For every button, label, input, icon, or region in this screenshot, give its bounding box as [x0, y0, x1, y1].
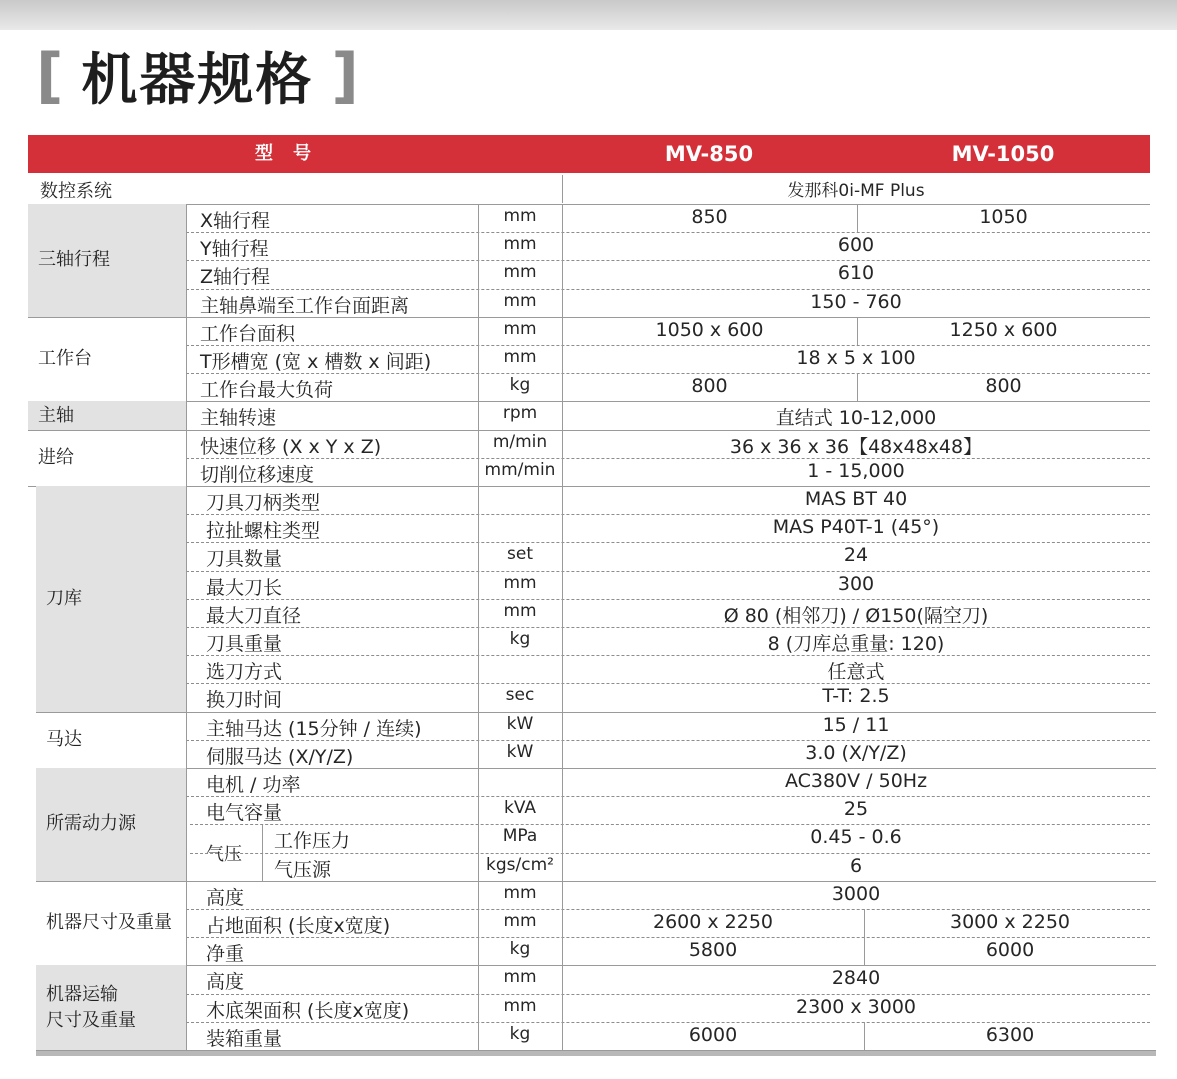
spec-value-mv850: 850 [691, 206, 728, 228]
spec-value: 直结式 10-12,000 [775, 407, 937, 430]
row-divider [186, 655, 1150, 656]
cnc-system-value: 发那科0i-MF Plus [787, 181, 925, 201]
row-divider [186, 345, 1150, 346]
spec-value: 18 x 5 x 100 [796, 347, 916, 369]
spec-value: 300 [837, 572, 875, 595]
air-pressure-sublabel: 气压 [206, 843, 242, 865]
spec-item-label: 电气容量 [206, 802, 283, 825]
spec-value: 2840 [831, 967, 881, 990]
group-label: 机器尺寸及重量 [46, 912, 172, 934]
header-model-mv850: MV-850 [664, 142, 754, 166]
spec-item-label: 电机 / 功率 [206, 774, 301, 796]
spec-value: 3.0 (X/Y/Z) [805, 741, 907, 764]
spec-unit: mm/min [484, 459, 556, 480]
spec-value: Ø 80 (相邻刀) / Ø150(隔空刀) [723, 604, 989, 627]
spec-item-label: 刀具刀柄类型 [206, 492, 321, 514]
group-separator [36, 712, 1156, 713]
spec-value-mv1050: 6300 [985, 1023, 1035, 1046]
spec-item-label: 主轴马达 (15分钟 / 连续) [206, 717, 422, 740]
spec-item-label: 工作台最大负荷 [200, 379, 334, 402]
spec-item-label: 高度 [206, 971, 245, 994]
spec-value: 0.45 - 0.6 [810, 826, 902, 849]
spec-value-mv1050: 6000 [985, 939, 1035, 962]
spec-item-label: 木底架面积 (长度x宽度) [206, 999, 410, 1022]
unit-column-line [478, 204, 479, 1050]
value-column-line [562, 204, 563, 1050]
row-divider [186, 627, 1150, 628]
spec-value: MAS P40T-1 (45°) [772, 516, 940, 539]
row-divider [186, 514, 1150, 515]
row-divider [186, 796, 1150, 797]
spec-value: 8 (刀库总重量: 120) [767, 633, 945, 655]
row-divider [186, 740, 1150, 741]
spec-value-mv850: 6000 [688, 1023, 738, 1046]
spec-item-label: 净重 [206, 943, 245, 966]
row-divider [186, 937, 1150, 938]
value-split-line [864, 909, 865, 937]
value-split-line [857, 204, 858, 232]
spec-item-label: Y轴行程 [200, 238, 269, 261]
spec-value: 610 [837, 262, 875, 285]
row-divider [186, 260, 1150, 261]
spec-unit: rpm [502, 403, 538, 424]
row-divider [186, 1022, 1150, 1023]
spec-unit: sec [505, 685, 535, 706]
spec-item-label: 高度 [206, 886, 245, 909]
group-label: 机器运输 尺寸及重量 [46, 983, 136, 1031]
spec-value: 15 / 11 [822, 713, 890, 736]
row-divider [186, 599, 1150, 600]
spec-value-mv1050: 1050 [979, 206, 1028, 228]
spec-item-label: 工作台面积 [200, 322, 296, 345]
spec-value: 24 [843, 544, 869, 567]
spec-value-mv1050: 800 [985, 375, 1022, 398]
spec-item-label: 占地面积 (长度x宽度) [206, 915, 391, 937]
spec-unit: mm [503, 572, 537, 593]
table-header [28, 135, 1150, 173]
cnc-divider [562, 175, 563, 203]
spec-value: T-T: 2.5 [822, 685, 890, 708]
spec-value: 36 x 36 x 36【48x48x48】 [729, 435, 983, 458]
spec-unit: kg [509, 939, 531, 960]
spec-value-mv1050: 1250 x 600 [949, 318, 1058, 341]
row-divider [186, 994, 1150, 995]
spec-value: 2300 x 3000 [795, 995, 917, 1018]
top-gradient-bar [0, 0, 1177, 30]
spec-value-mv850: 800 [691, 375, 728, 398]
row-divider [186, 683, 1150, 684]
spec-value: 1 - 15,000 [807, 459, 905, 482]
group-label: 三轴行程 [38, 249, 110, 271]
spec-value-mv850: 1050 x 600 [655, 318, 764, 341]
cnc-system-label: 数控系统 [40, 181, 112, 202]
spec-item-label: 最大刀长 [206, 576, 283, 599]
spec-value-mv850: 5800 [688, 939, 738, 962]
item-column-line [186, 204, 187, 1050]
spec-item-label: 拉扯螺柱类型 [206, 520, 321, 543]
spec-item-label: Z轴行程 [200, 266, 271, 289]
bottom-bar [36, 1051, 1156, 1056]
spec-value: 600 [837, 234, 875, 257]
spec-unit: mm [503, 882, 537, 903]
page-title-text: 机器规格 [81, 48, 314, 113]
spec-unit: m/min [492, 431, 548, 452]
row-divider [186, 373, 1150, 374]
spec-unit: set [507, 544, 533, 565]
group-label: 所需动力源 [46, 813, 136, 835]
spec-unit: mm [503, 967, 537, 988]
spec-value-mv850: 2600 x 2250 [652, 911, 774, 933]
row-divider [186, 232, 1150, 233]
spec-value: 150 - 760 [810, 290, 902, 313]
spec-item-label: 刀具重量 [206, 633, 283, 655]
spec-value: 任意式 [827, 661, 885, 684]
spec-item-label: T形槽宽 (宽 x 槽数 x 间距) [200, 351, 432, 373]
spec-item-label: 气压源 [274, 858, 332, 881]
group-label: 工作台 [38, 348, 92, 370]
spec-unit: kW [506, 741, 534, 762]
spec-item-label: 选刀方式 [206, 661, 283, 684]
group-separator [28, 486, 1150, 487]
spec-item-label: 伺服马达 (X/Y/Z) [206, 745, 354, 768]
value-split-line [864, 1022, 865, 1050]
spec-unit: mm [503, 318, 537, 339]
spec-value: 25 [843, 798, 869, 821]
group-separator [36, 965, 1156, 966]
row-divider [186, 289, 1150, 290]
group-label: 刀库 [46, 587, 82, 609]
spec-unit: kgs/cm² [486, 854, 554, 875]
spec-unit: kVA [503, 798, 537, 819]
spec-unit: mm [503, 911, 537, 931]
row-divider [186, 458, 1150, 459]
group-label: 主轴 [38, 404, 74, 426]
spec-value: MAS BT 40 [804, 488, 908, 510]
spec-unit: mm [503, 600, 537, 621]
row-divider [186, 909, 1150, 910]
row-divider [186, 571, 1150, 572]
value-split-line [857, 373, 858, 401]
cnc-bottom-line [28, 204, 1150, 205]
spec-unit: kg [509, 1023, 531, 1044]
spec-item-label: 切削位移速度 [200, 463, 315, 486]
spec-item-label: 装箱重量 [206, 1027, 283, 1050]
spec-item-label: 快速位移 (X x Y x Z) [200, 435, 382, 458]
spec-unit: mm [503, 995, 537, 1016]
spec-item-label: 主轴鼻端至工作台面距离 [200, 294, 410, 317]
spec-item-label: 最大刀直径 [206, 604, 302, 627]
title-bracket-close: ] [331, 41, 359, 111]
spec-unit: mm [503, 347, 537, 367]
row-divider [186, 542, 1150, 543]
spec-value: 3000 [831, 882, 881, 905]
spec-item-label: 换刀时间 [206, 689, 283, 712]
spec-unit: mm [503, 262, 537, 283]
spec-value-mv1050: 3000 x 2250 [949, 911, 1071, 933]
group-separator [28, 317, 1150, 318]
spec-unit: mm [503, 234, 537, 255]
spec-unit: MPa [502, 826, 538, 847]
spec-item-label: 工作压力 [274, 830, 351, 853]
spec-item-label: X轴行程 [200, 210, 271, 232]
group-separator [28, 401, 1150, 402]
group-label: 马达 [46, 728, 82, 750]
value-split-line [857, 317, 858, 345]
spec-unit: mm [503, 290, 537, 311]
spec-item-label: 主轴转速 [200, 407, 277, 430]
spec-value: AC380V / 50Hz [784, 770, 928, 792]
group-separator [28, 430, 1150, 431]
spec-unit: kg [509, 375, 531, 396]
row-divider [190, 824, 1150, 825]
spec-unit: kW [506, 713, 534, 734]
group-separator [36, 768, 1156, 769]
title-bracket-open: [ [36, 41, 64, 111]
value-split-line [864, 937, 865, 965]
header-model-mv1050: MV-1050 [951, 142, 1055, 166]
spec-unit: mm [503, 206, 537, 226]
group-label: 进给 [38, 446, 74, 468]
spec-item-label: 刀具数量 [206, 548, 283, 571]
group-separator [36, 881, 1156, 882]
spec-unit: kg [509, 629, 531, 649]
spec-value: 6 [849, 854, 863, 877]
header-model-label: 型号 [255, 143, 331, 164]
row-divider [190, 853, 1150, 854]
page-title [36, 36, 359, 116]
